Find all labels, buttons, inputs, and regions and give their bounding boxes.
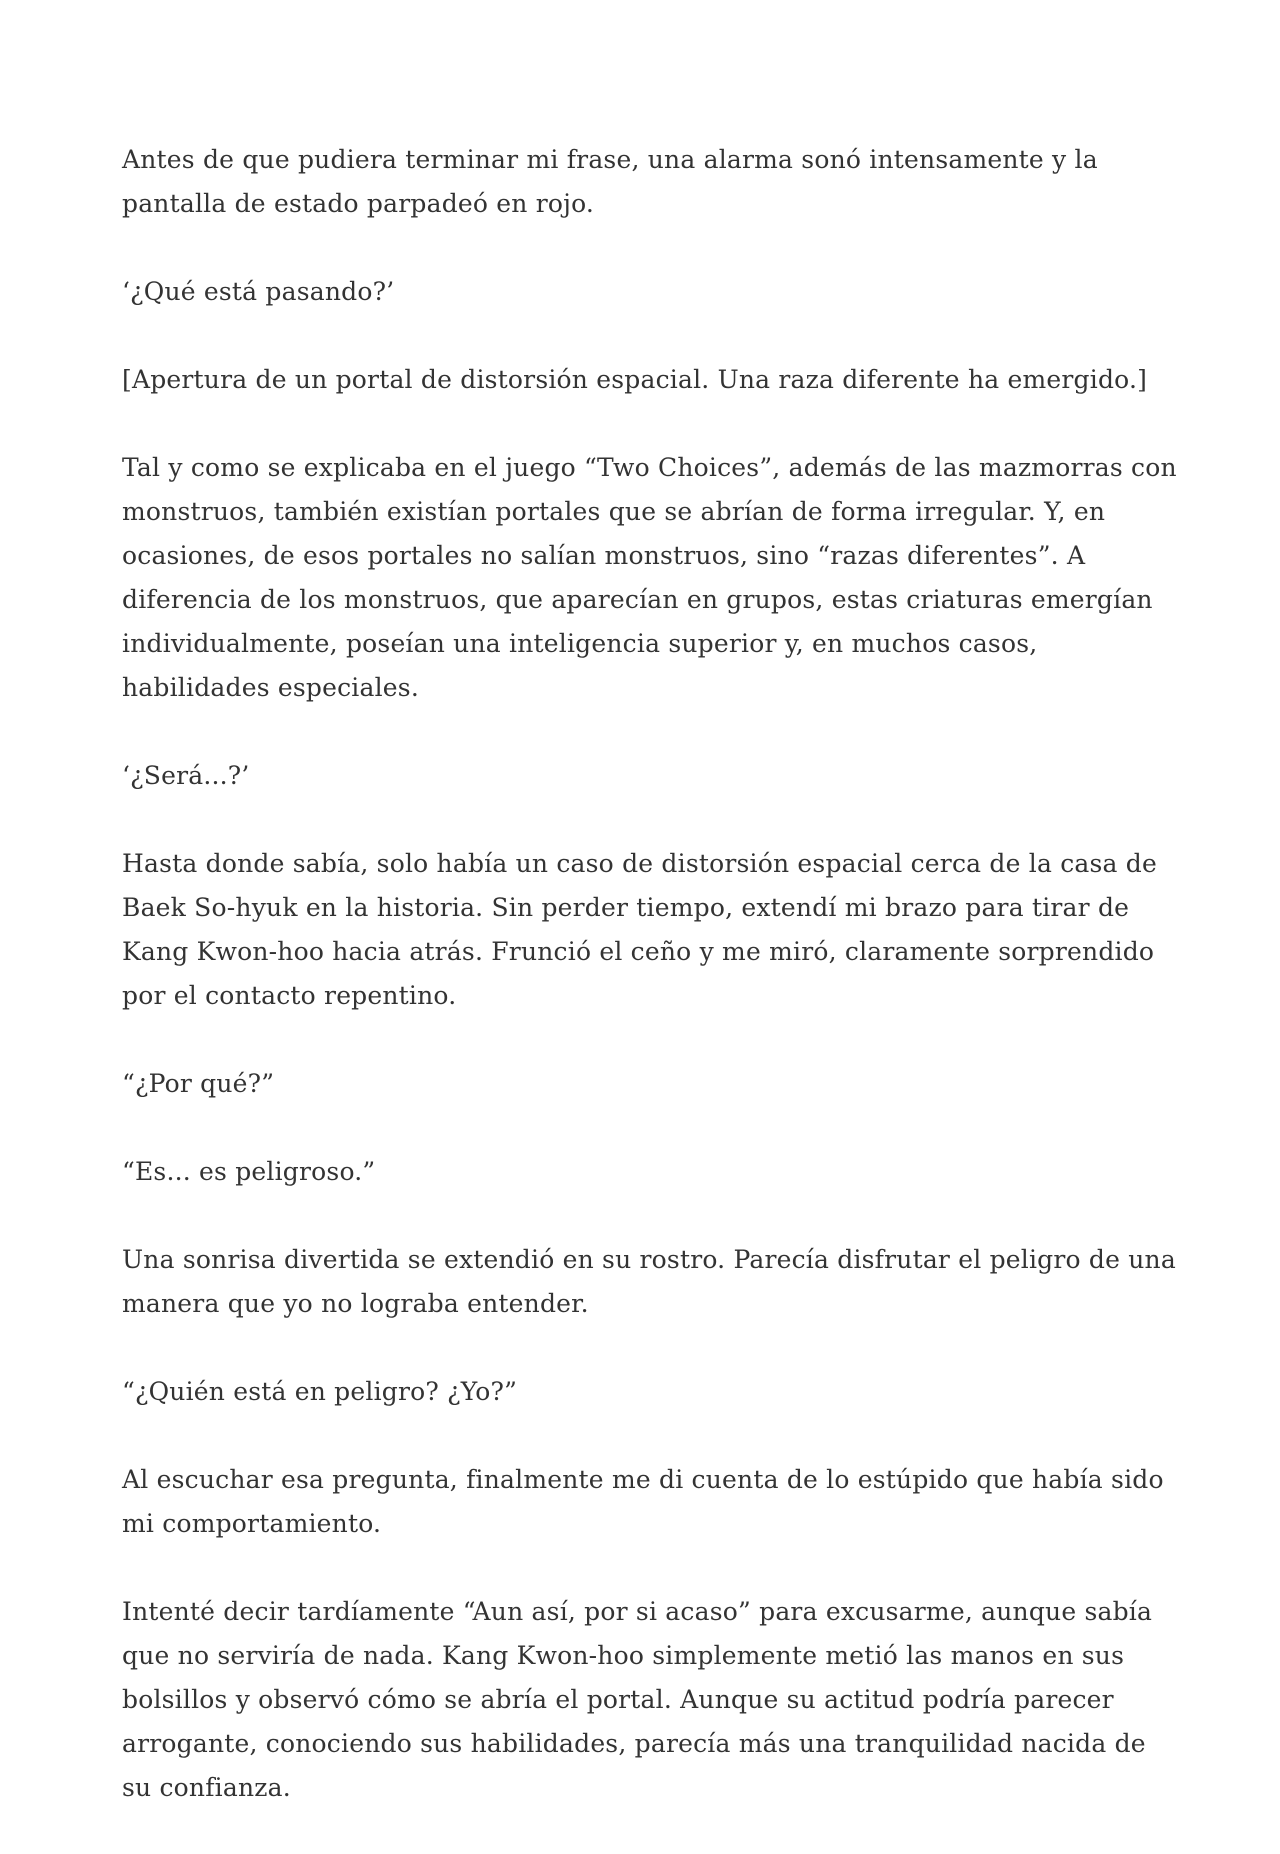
paragraph: “¿Por qué?” [122,1069,275,1098]
paragraph: “¿Quién está en peligro? ¿Yo?” [122,1377,518,1406]
paragraph: Hasta donde sabía, solo había un caso de distorsión espacial cerca de la casa de Baek So-hyuk en la historia. Sin perder tiempo, extendí mi brazo para tirar de Kang Kwon-hoo hacia atrás. Frunció el ceño y me miró, claramente sorprendido por el contacto repentino. [122,849,1157,1010]
paragraph: Tal y como se explicaba en el juego “Two Choices”, además de las mazmorras con monstruos, también existían portales que se abrían de forma irregular. Y, en ocasiones, de esos portales no salían monstruos, sino “razas diferentes”. A diferencia de los monstruos, que aparecían en grupos, estas criaturas emergían individualmente, poseían una inteligencia superior y, en muchos casos, habilidades especiales. [122,453,1177,702]
document-body [122,138,1182,1854]
paragraph: Al escuchar esa pregunta, finalmente me di cuenta de lo estúpido que había sido mi comportamiento. [122,1465,1164,1538]
paragraph: ‘¿Qué está pasando?’ [122,277,395,306]
paragraph: [Apertura de un portal de distorsión espacial. Una raza diferente ha emergido.] [122,365,1148,394]
paragraph: Intenté decir tardíamente “Aun así, por si acaso” para excusarme, aunque sabía que no serviría de nada. Kang Kwon-hoo simplemente metió las manos en sus bolsillos y observó cómo se abría el portal. Aunque su actitud podría parecer arrogante, conociendo sus habilidades, parecía más una tranquilidad nacida de su confianza. [122,1597,1153,1802]
paragraph: “Es... es peligroso.” [122,1157,376,1186]
paragraph: ‘¿Será...?’ [122,761,250,790]
paragraph: Antes de que pudiera terminar mi frase, una alarma sonó intensamente y la pantalla de estado parpadeó en rojo. [122,145,1098,218]
paragraph: Una sonrisa divertida se extendió en su rostro. Parecía disfrutar el peligro de una manera que yo no lograba entender. [122,1245,1176,1318]
